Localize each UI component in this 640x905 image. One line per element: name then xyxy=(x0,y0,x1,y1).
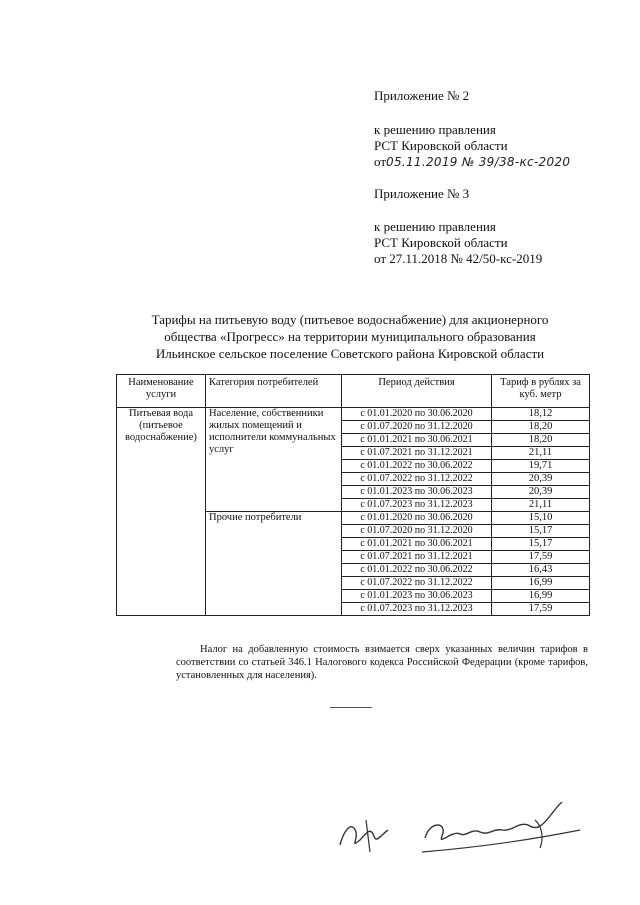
tariff-cell: 20,39 xyxy=(492,486,590,499)
divider-line xyxy=(330,707,372,708)
period-cell: с 01.01.2023 по 30.06.2023 xyxy=(342,486,492,499)
category-cell: Прочие потребители xyxy=(206,512,342,616)
period-cell: с 01.01.2020 по 30.06.2020 xyxy=(342,512,492,525)
tariff-cell: 16,99 xyxy=(492,577,590,590)
vat-note: Налог на добавленную стоимость взимается сверх указанных величин тарифов в соответствии со статьей 346.1 Налогового кодекса Российской Федерации (кроме тарифов, установленных для населения). xyxy=(176,644,588,681)
tariff-cell: 17,59 xyxy=(492,551,590,564)
title-line-2: общества «Прогресс» на территории муниципального образования xyxy=(164,329,536,344)
tariff-cell: 18,12 xyxy=(492,408,590,421)
appendix-3-title: Приложение № 3 xyxy=(374,186,470,201)
tariff-table-body xyxy=(117,408,590,616)
period-cell: с 01.01.2023 по 30.06.2023 xyxy=(342,590,492,603)
appendix-2-title: Приложение № 2 xyxy=(374,88,470,103)
header-tariff: Тариф в рублях за куб. метр xyxy=(492,375,590,408)
tariff-cell: 21,11 xyxy=(492,499,590,512)
title-line-1: Тарифы на питьевую воду (питьевое водоснабжение) для акционерного xyxy=(151,312,549,327)
tariff-cell: 16,99 xyxy=(492,590,590,603)
header-service: Наименование услуги xyxy=(117,375,206,408)
tariff-cell: 16,43 xyxy=(492,564,590,577)
appendix-2-decision-line2: РСТ Кировской области xyxy=(374,138,508,153)
period-cell: с 01.01.2022 по 30.06.2022 xyxy=(342,564,492,577)
tariff-cell: 20,39 xyxy=(492,473,590,486)
period-cell: с 01.07.2020 по 31.12.2020 xyxy=(342,525,492,538)
period-cell: с 01.07.2023 по 31.12.2023 xyxy=(342,603,492,616)
period-cell: с 01.01.2021 по 30.06.2021 xyxy=(342,538,492,551)
period-cell: с 01.07.2022 по 31.12.2022 xyxy=(342,473,492,486)
appendix-2-title-block xyxy=(374,88,469,104)
appendix-2-decision-date xyxy=(374,154,570,170)
period-cell: с 01.01.2021 по 30.06.2021 xyxy=(342,434,492,447)
tariff-cell: 21,11 xyxy=(492,447,590,460)
period-cell: с 01.07.2020 по 31.12.2020 xyxy=(342,421,492,434)
period-cell: с 01.07.2022 по 31.12.2022 xyxy=(342,577,492,590)
appendix-3-decision-line2: РСТ Кировской области xyxy=(374,235,508,250)
tariff-cell: 15,10 xyxy=(492,512,590,525)
category-cell: Население, собственники жилых помещений и исполнители коммунальных услуг xyxy=(206,408,342,512)
appendix-2-decision-line1: к решению правления xyxy=(374,122,496,137)
appendix-3-decision-block xyxy=(374,219,542,267)
table-header-row xyxy=(117,375,590,408)
appendix-3-decision-line3: от 27.11.2018 № 42/50-кс-2019 xyxy=(374,251,543,266)
period-cell: с 01.01.2020 по 30.06.2020 xyxy=(342,408,492,421)
period-cell: с 01.07.2021 по 31.12.2021 xyxy=(342,551,492,564)
period-cell: с 01.07.2021 по 31.12.2021 xyxy=(342,447,492,460)
appendix-2-date-prefix: от xyxy=(374,154,387,169)
header-category: Категория потребителей xyxy=(206,375,342,408)
appendix-3-title-block xyxy=(374,186,469,202)
tariff-cell: 17,59 xyxy=(492,603,590,616)
document-title xyxy=(110,311,590,362)
header-period: Период действия xyxy=(342,375,492,408)
tariff-cell: 15,17 xyxy=(492,538,590,551)
appendix-3-decision-line1: к решению правления xyxy=(374,219,496,234)
title-line-3: Ильинское сельское поселение Советского района Кировской области xyxy=(155,346,545,361)
period-cell: с 01.07.2023 по 31.12.2023 xyxy=(342,499,492,512)
appendix-2-handwritten-date: 05.11.2019 № 39/38-кс-2020 xyxy=(386,155,571,169)
appendix-2-decision-block xyxy=(374,122,570,170)
tariff-cell: 15,17 xyxy=(492,525,590,538)
period-cell: с 01.01.2022 по 30.06.2022 xyxy=(342,460,492,473)
tariff-cell: 18,20 xyxy=(492,434,590,447)
tariff-cell: 18,20 xyxy=(492,421,590,434)
tariff-cell: 19,71 xyxy=(492,460,590,473)
service-name-cell: Питьевая вода (питьевое водоснабжение) xyxy=(117,408,206,616)
table-row xyxy=(117,408,590,421)
signature-icon xyxy=(330,790,590,870)
tariff-table xyxy=(116,374,590,616)
